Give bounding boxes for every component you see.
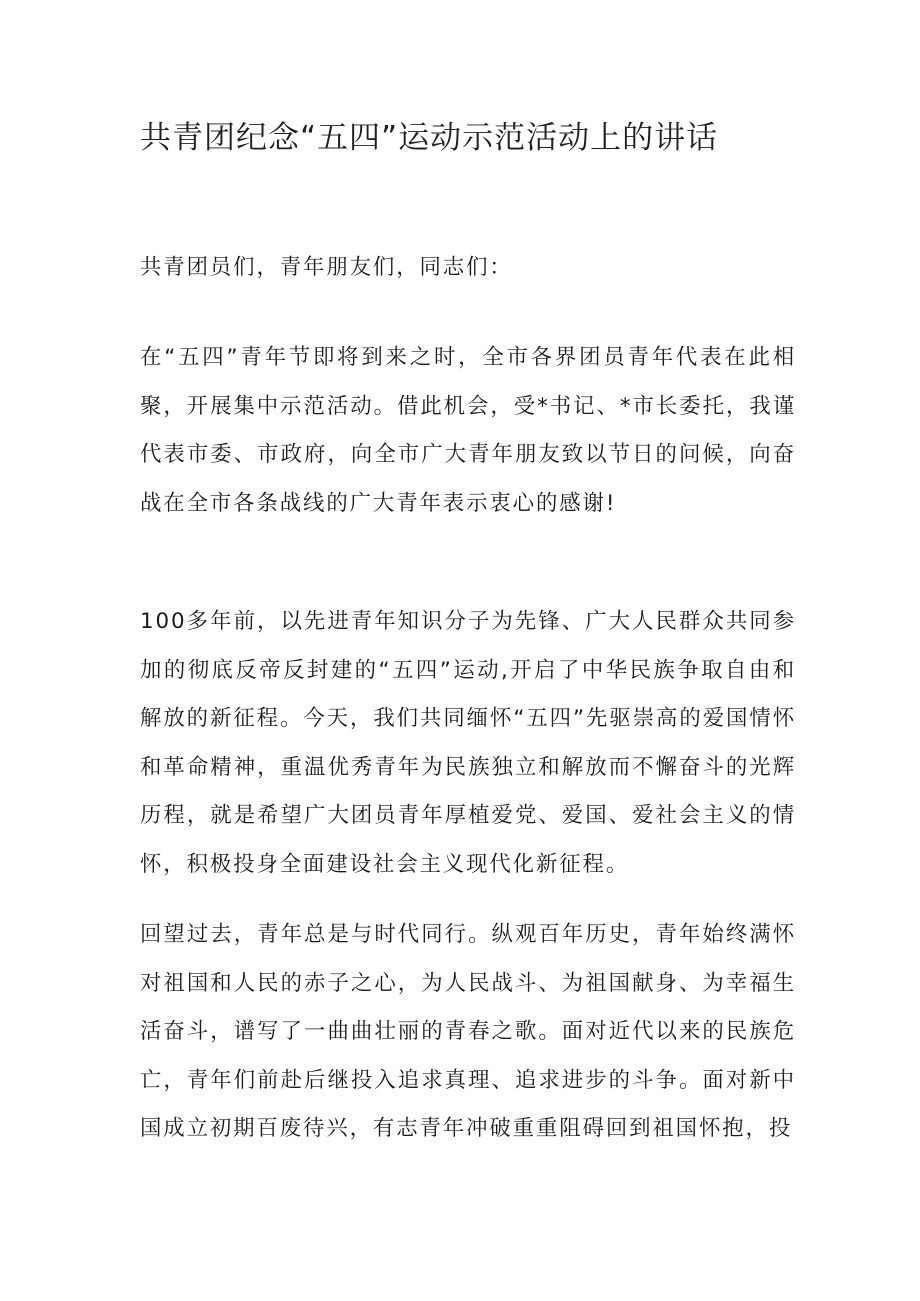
document-title: 共青团纪念“五四”运动示范活动上的讲话 [140,120,719,156]
paragraph-1: 在“五四”青年节即将到来之时，全市各界团员青年代表在此相聚，开展集中示范活动。借此机会，受*书记、*市长委托，我谨代表市委、市政府，向全市广大青年朋友致以节日的问候，向奋战在全市各条战线的广大青年表示衷心的感谢! [140,345,796,516]
salutation: 共青团员们，青年朋友们，同志们： [140,255,513,280]
paragraph-2: 100多年前，以先进青年知识分子为先锋、广大人民群众共同参加的彻底反帝反封建的“五四”运动,开启了中华民族争取自由和解放的新征程。今天，我们共同缅怀“五四”先驱崇高的爱国情怀和革命精神，重温优秀青年为民族独立和解放而不懈奋斗的光辉历程，就是希望广大团员青年厚植爱党、爱国、爱社会主义的情怀，积极投身全面建设社会主义现代化新征程。 [140,609,796,877]
paragraph-3: 回望过去，青年总是与时代同行。纵观百年历史，青年始终满怀对祖国和人民的赤子之心，为人民战斗、为祖国献身、为幸福生活奋斗，谱写了一曲曲壮丽的青春之歌。面对近代以来的民族危亡，青年们前赴后继投入追求真理、追求进步的斗争。面对新中国成立初期百废待兴，有志青年冲破重重阻碍回到祖国怀抱，投 [140,922,796,1141]
